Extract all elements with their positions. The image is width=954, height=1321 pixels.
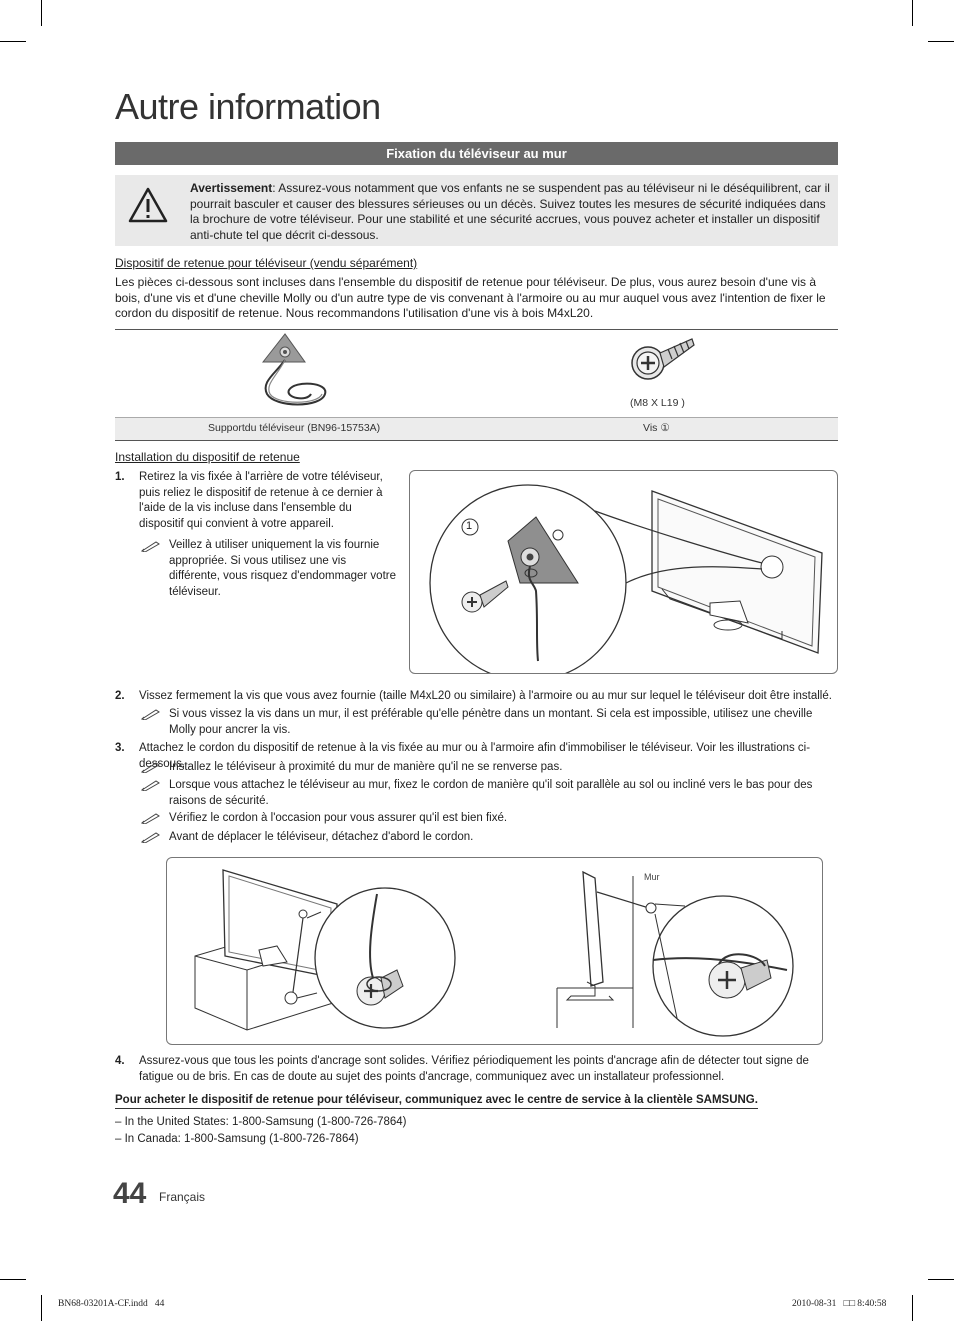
- crop-mark: [41, 0, 42, 26]
- callout-number: 1: [466, 520, 473, 532]
- tv-cord-diagram: [167, 858, 822, 1044]
- step-2-number: 2.: [115, 690, 125, 702]
- timestamp-slug: 2010-08-31 □□ 8:40:58: [792, 1299, 887, 1309]
- table-top-rule: [115, 329, 838, 330]
- crop-mark: [912, 0, 913, 26]
- table-mid-rule: [115, 417, 838, 418]
- warning-body: : Assurez-vous notamment que vos enfants ne se suspendent pas au téléviseur ni le déséquilibrent, car il pourrait basculer et causer des blessures sérieuses ou un décès. Suivez toutes les mesures de sécurité indiquées dans la brochure de votre téléviseur. Pour une stabilité et une sécurité accrues, vous pouvez acheter et installer un dispositif anti-chute tel que décrit ci-dessous.: [190, 181, 830, 242]
- tv-holder-image: [255, 332, 335, 412]
- step-4-text: Assurez-vous que tous les points d'ancrage sont solides. Vérifiez périodiquement les points d'ancrage afin de détecter tout signe de fatigue ou de bris. En cas de doute au sujet des points d'ancrage, communiquez avec un installateur professionnel.: [139, 1055, 809, 1083]
- step-2-note: Si vous vissez la vis dans un mur, il est préférable qu'elle pénètre dans un montant. Si cela est impossible, utilisez une cheville Molly pour ancrer la vis.: [169, 708, 813, 736]
- step-1-number: 1.: [115, 471, 125, 483]
- crop-mark: [41, 1295, 42, 1321]
- page-title: Autre information: [115, 86, 381, 127]
- screw-caption: Vis ①: [643, 422, 670, 434]
- crop-mark: [912, 1295, 913, 1321]
- tv-back-diagram: [410, 471, 837, 673]
- page-language: Français: [159, 1190, 206, 1204]
- step-3-note: Avant de déplacer le téléviseur, détachez d'abord le cordon.: [169, 831, 474, 843]
- crop-mark: [928, 1279, 954, 1280]
- note-icon: [141, 540, 163, 552]
- step-4-number: 4.: [115, 1055, 125, 1067]
- warning-text: [190, 181, 830, 243]
- step-1-note: Veillez à utiliser uniquement la vis fournie appropriée. Si vous utilisez une vis différente, vous risquez d'endommager votre téléviseur.: [169, 539, 396, 598]
- step-3-number: 3.: [115, 742, 125, 754]
- purchase-heading: Pour acheter le dispositif de retenue pour téléviseur, communiquez avec le centre de service à la clientèle SAMSUNG.: [115, 1094, 758, 1109]
- tv-holder-caption: Supportdu téléviseur (BN96-15753A): [208, 422, 381, 434]
- cord-illustration: [166, 857, 823, 1045]
- wall-label: Mur: [644, 872, 660, 882]
- step-2-text: Vissez fermement la vis que vous avez fournie (taille M4xL20 ou similaire) à l'armoire ou au mur sur lequel le téléviseur doit être installé.: [139, 690, 832, 702]
- kit-heading: Dispositif de retenue pour téléviseur (vendu séparément): [115, 256, 418, 270]
- kit-intro: Les pièces ci-dessous sont incluses dans l'ensemble du dispositif de retenue pour téléviseur. De plus, vous aurez besoin d'une vis à bois, d'une vis et d'une cheville Molly ou d'un autre type de vis convenant à l'armoire ou au mur auquel vous avez l'intention de fixer le cordon du dispositif de retenue. Nous recommandons l'utilisation d'une vis à bois M4xL20.: [115, 275, 826, 320]
- contact-canada: – In Canada: 1-800-Samsung (1-800-726-7864): [115, 1133, 359, 1145]
- warning-icon: [128, 187, 168, 223]
- note-icon: [141, 812, 163, 824]
- step-3-note: Installez le téléviseur à proximité du mur de manière qu'il ne se renverse pas.: [169, 761, 563, 773]
- contact-us: – In the United States: 1-800-Samsung (1-800-726-7864): [115, 1116, 407, 1128]
- note-icon: [141, 779, 163, 791]
- crop-mark: [0, 1279, 26, 1280]
- section-header: Fixation du téléviseur au mur: [115, 142, 838, 165]
- screw-image: [630, 333, 696, 385]
- table-bottom-rule: [115, 440, 838, 441]
- step-3-note: Lorsque vous attachez le téléviseur au mur, fixez le cordon de manière qu'il soit parallèle au sol ou incliné vers le bas pour des raisons de sécurité.: [169, 779, 813, 807]
- page-number: 44: [113, 1177, 147, 1210]
- file-slug: BN68-03201A-CF.indd 44: [58, 1299, 165, 1309]
- crop-mark: [0, 41, 26, 42]
- note-icon: [141, 831, 163, 843]
- install-illustration: [409, 470, 838, 674]
- warning-label: Avertissement: [190, 181, 273, 195]
- screw-size-caption: (M8 X L19 ): [630, 397, 685, 409]
- install-heading: Installation du dispositif de retenue: [115, 450, 300, 464]
- note-icon: [141, 708, 163, 720]
- step-3-note: Vérifiez le cordon à l'occasion pour vous assurer qu'il est bien fixé.: [169, 812, 508, 824]
- step-1-text: Retirez la vis fixée à l'arrière de votre téléviseur, puis reliez le dispositif de retenue à ce dernier à l'aide de la vis incluse dans l'ensemble du dispositif qui convient à votre appareil.: [139, 471, 383, 530]
- step-3-text: Attachez le cordon du dispositif de retenue à la vis fixée au mur ou à l'armoire afin d'immobiliser le téléviseur. Voir les illustrations ci-dessous.: [139, 742, 811, 770]
- crop-mark: [928, 41, 954, 42]
- note-icon: [141, 761, 163, 773]
